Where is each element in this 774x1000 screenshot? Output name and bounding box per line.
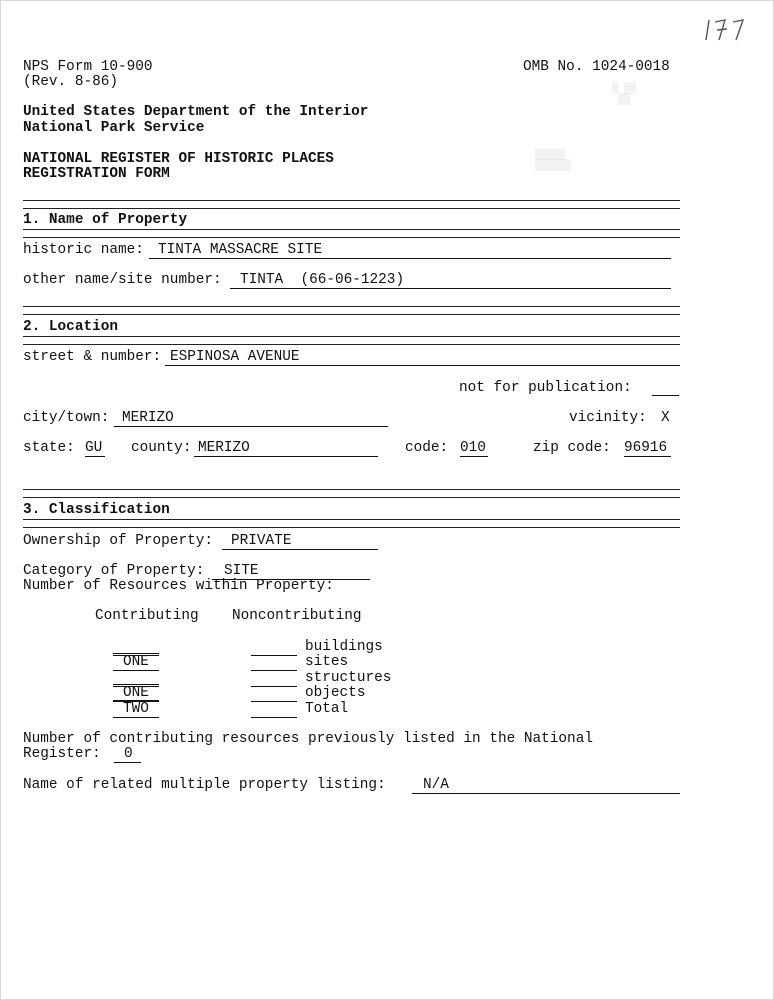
multiple-listing-label: Name of related multiple property listing: xyxy=(23,777,386,793)
form-revision: (Rev. 8-86) xyxy=(23,74,118,90)
not-for-publication-label: not for publication: xyxy=(459,380,632,396)
resource-type-sites: sites xyxy=(305,654,349,670)
street-label: street & number: xyxy=(23,349,162,365)
section-3-heading: 3. Classification xyxy=(23,502,170,518)
objects-contributing[interactable]: ONE xyxy=(113,685,159,702)
form-id: NPS Form 10-900 xyxy=(23,59,153,75)
multiple-listing-field[interactable] xyxy=(412,777,680,794)
omb-number: OMB No. 1024-0018 xyxy=(523,59,670,75)
other-name-label: other name/site number: xyxy=(23,272,222,288)
street-field[interactable] xyxy=(165,349,680,366)
category-value: SITE xyxy=(224,563,259,579)
divider-rule xyxy=(23,229,680,238)
county-value: MERIZO xyxy=(198,440,250,456)
objects-noncontributing[interactable] xyxy=(251,685,297,702)
divider-rule xyxy=(23,306,680,315)
resource-type-total: Total xyxy=(305,701,349,717)
code-field[interactable] xyxy=(460,440,488,457)
total-noncontributing[interactable] xyxy=(251,701,297,718)
category-label: Category of Property: xyxy=(23,563,205,579)
sites-noncontributing[interactable] xyxy=(251,654,297,671)
city-value: MERIZO xyxy=(122,410,174,426)
resource-type-structures: structures xyxy=(305,670,392,686)
form-title-line-2: REGISTRATION FORM xyxy=(23,166,170,182)
vicinity-label: vicinity: xyxy=(569,410,647,426)
previously-listed-label: Register: xyxy=(23,746,101,762)
historic-name-label: historic name: xyxy=(23,242,144,258)
col-contributing-header: Contributing xyxy=(95,608,199,624)
multiple-listing-value: N/A xyxy=(423,777,449,793)
other-name-value: TINTA (66-06-1223) xyxy=(240,272,405,288)
code-value: 010 xyxy=(460,440,486,456)
vicinity-value: X xyxy=(661,410,670,426)
previously-listed-value: 0 xyxy=(124,746,133,762)
divider-rule xyxy=(23,489,680,498)
resource-type-buildings: buildings xyxy=(305,639,383,655)
historic-name-field[interactable] xyxy=(149,242,671,259)
other-name-field[interactable] xyxy=(230,272,671,289)
previously-listed-line-1: Number of contributing resources previously listed in the National xyxy=(23,731,593,747)
col-noncontributing-header: Noncontributing xyxy=(232,608,362,624)
ownership-value: PRIVATE xyxy=(231,533,292,549)
state-value: GU xyxy=(85,440,103,456)
historic-name-value: TINTA MASSACRE SITE xyxy=(158,242,323,258)
divider-rule xyxy=(23,200,680,209)
form-title-line-1: NATIONAL REGISTER OF HISTORIC PLACES xyxy=(23,151,334,167)
code-label: code: xyxy=(405,440,449,456)
received-stamp: ▒ ▒▒ ▒▒ xyxy=(612,84,637,106)
not-for-publication-field[interactable] xyxy=(652,394,679,396)
street-value: ESPINOSA AVENUE xyxy=(170,349,300,365)
resources-label: Number of Resources within Property: xyxy=(23,578,334,594)
faint-stamp-text: ▒▒▒▒▒ ▒▒▒▒▒▒ xyxy=(535,150,572,172)
ownership-label: Ownership of Property: xyxy=(23,533,213,549)
zip-field[interactable] xyxy=(624,440,671,457)
divider-rule xyxy=(23,336,680,345)
total-contributing[interactable]: TWO xyxy=(113,701,159,718)
state-label: state: xyxy=(23,440,75,456)
state-field[interactable] xyxy=(85,440,105,457)
handwritten-annotation xyxy=(703,14,763,44)
county-field[interactable] xyxy=(194,440,378,457)
sites-contributing[interactable]: ONE xyxy=(113,654,159,671)
section-2-heading: 2. Location xyxy=(23,319,118,335)
section-1-heading: 1. Name of Property xyxy=(23,212,188,228)
divider-rule xyxy=(23,519,680,528)
zip-value: 96916 xyxy=(624,440,668,456)
county-label: county: xyxy=(131,440,192,456)
resource-type-objects: objects xyxy=(305,685,366,701)
zip-label: zip code: xyxy=(533,440,611,456)
ownership-field[interactable] xyxy=(222,533,378,550)
agency-line-1: United States Department of the Interior xyxy=(23,104,369,120)
previously-listed-field[interactable] xyxy=(114,746,141,763)
city-field[interactable] xyxy=(114,410,388,427)
city-label: city/town: xyxy=(23,410,110,426)
agency-line-2: National Park Service xyxy=(23,120,205,136)
